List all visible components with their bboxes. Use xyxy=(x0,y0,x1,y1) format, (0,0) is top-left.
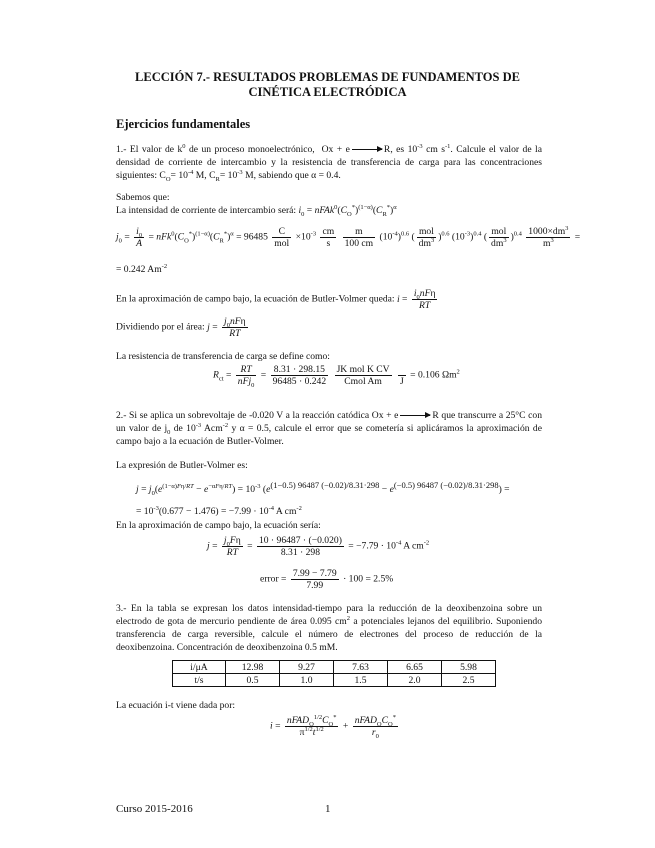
divide-area-line: Dividiendo por el área: j = $\frac{j_0nF\eta}{RT}$ xyxy=(116,316,246,339)
table-cell: 6.65 xyxy=(388,661,442,674)
table-cell: 1.0 xyxy=(280,674,334,687)
bv-result: = $10^{-3}(0.677 - 1.476) = -7.99 \cdot 10^{-4}$ A $cm^{-2}$ xyxy=(136,504,302,517)
problem-1-statement: 1.- El valor de $k^0$ de un proceso monoelectrónico, Ox + e R, es $10^{-3}$ cm $s^{-1}$. Calcule el valor de la densidad de corriente de intercambio y la resistencia de transferencia de carga para las concentraciones siguientes: $C_O= 10^{-4}$ M, $C_R= 10^{-3}$ M, sabiendo que α = 0.4. xyxy=(116,142,542,183)
rct-equation: $R_{ct}$ = $\frac{RT}{nFj_0}$ = $\frac{8.31 \cdot 298.15}{96485 \cdot 0.242}$ $\frac{\text{JK mol K CV}}{\text{Cmol Am}}$ J = 0.106 $\Omega m^2$ xyxy=(213,364,460,389)
table-cell: 9.27 xyxy=(280,661,334,674)
problem-2-statement: 2.- Si se aplica un sobrevoltaje de -0.020 V a la reacción catódica Ox + e R que transcurre a 25°C con un valor de $j_0$ de $10^{-3}$ Acm$^{-2}$ y α = 0.5, calcule el error que se cometería si aplicáramos la aproximación de campo bajo a la ecuación de Butler-Volmer. xyxy=(116,410,543,447)
resistance-intro: La resistencia de transferencia de carga se define como: xyxy=(116,351,330,362)
j0-calculation: $j_0$ = $\frac{i_0}{A}$ = $nFk^0(C_O^*)^{(1-\alpha)}(C_R^*)^\alpha = 96485$ $\frac{C}{\text{mol}}$ $\times 10^{-3}$ $\frac{cm}{s}$ $\frac{m}{100 cm}$ $(10^{-4})^{0.6}$ ( $\frac{\text{mol}}{dm^3}$ )$^{0.6}$ $(10^{-3})^{0.4}$ ( $\frac{\text{mol}}{dm^3}$ )$^{0.4}$ $\frac{1000\times dm^3}{m^3}$ = xyxy=(116,224,581,249)
footer-course: Curso 2015-2016 xyxy=(116,803,193,815)
intensity-time-table xyxy=(172,660,496,687)
page-number: 1 xyxy=(325,803,331,815)
table-row xyxy=(173,661,496,674)
it-equation-intro: La ecuación i-t viene dada por: xyxy=(116,700,236,711)
cottrell-equation: i = $\frac{nFAD_O^{1/2}C_O^*}{\pi^{1/2}t^{1/2}}$ + $\frac{nFAD_OC_O^*}{r_0}$ xyxy=(270,713,396,740)
table-cell: 12.98 xyxy=(226,661,280,674)
table-cell: 7.63 xyxy=(334,661,388,674)
low-field-equation: j = $\frac{j_0F\eta}{RT}$ = $\frac{10 \cdot 96487 \cdot (-0.020)}{8.31 \cdot 298}$ = $-7.79 \cdot 10^{-4}$ A $cm^{-2}$ xyxy=(207,535,430,558)
low-field-line: En la aproximación de campo bajo, la ecuación de Butler-Volmer queda: i = $\frac{i_0nF\eta}{RT}$ xyxy=(116,288,436,311)
table-cell: 1.5 xyxy=(334,674,388,687)
table-cell: 5.98 xyxy=(442,661,496,674)
bv-equation: $j = j_0(e^{(1-\alpha)F\eta/RT} - e^{-\alpha F\eta/RT}) = 10^{-3}$ $(e^{(1-0.5) 96487 (-0.02)/8.31\cdot 298} - e^{(-0.5) 96487 (-0.02)/8.31\cdot 298})$ = xyxy=(136,479,510,497)
error-equation: error = $\frac{7.99 - 7.79}{7.99}$ · 100 = 2.5% xyxy=(260,568,394,591)
table-row xyxy=(173,674,496,687)
sabemos-text: Sabemos que: xyxy=(116,192,170,203)
exchange-current-line: La intensidad de corriente de intercambio será: $i_0$ = $nFAk^0(C_O^*)^{(1-\alpha)}(C_R^*)^\alpha$ xyxy=(116,203,397,218)
table-header-cell: i/μA xyxy=(173,661,226,674)
section-heading: Ejercicios fundamentales xyxy=(116,117,251,131)
j0-result: = 0.242 $Am^{-2}$ xyxy=(116,262,168,275)
table-cell: 0.5 xyxy=(226,674,280,687)
problem-3-statement: 3.- En la tabla se expresan los datos intensidad-tiempo para la reducción de la deoxibenzoina sobre un electrodo de gota de mercurio pendiente de área 0.095 $cm^2$ a potenciales lejanos del equilibrio. Suponiendo transferencia de carga reversible, calcule el número de electrones del proceso de reducción de la deoxibenzoina. Concentración de deoxibenzoina 0.5 mM. xyxy=(116,603,542,653)
table-cell: 2.5 xyxy=(442,674,496,687)
table-header-cell: t/s xyxy=(173,674,226,687)
bv-intro: La expresión de Butler-Volmer es: xyxy=(116,460,248,471)
low-field-intro: En la aproximación de campo bajo, la ecuación sería: xyxy=(116,520,321,531)
table-cell: 2.0 xyxy=(388,674,442,687)
document-title: LECCIÓN 7.- RESULTADOS PROBLEMAS DE FUNDAMENTOS DE CINÉTICA ELECTRÓDICA xyxy=(135,70,520,99)
